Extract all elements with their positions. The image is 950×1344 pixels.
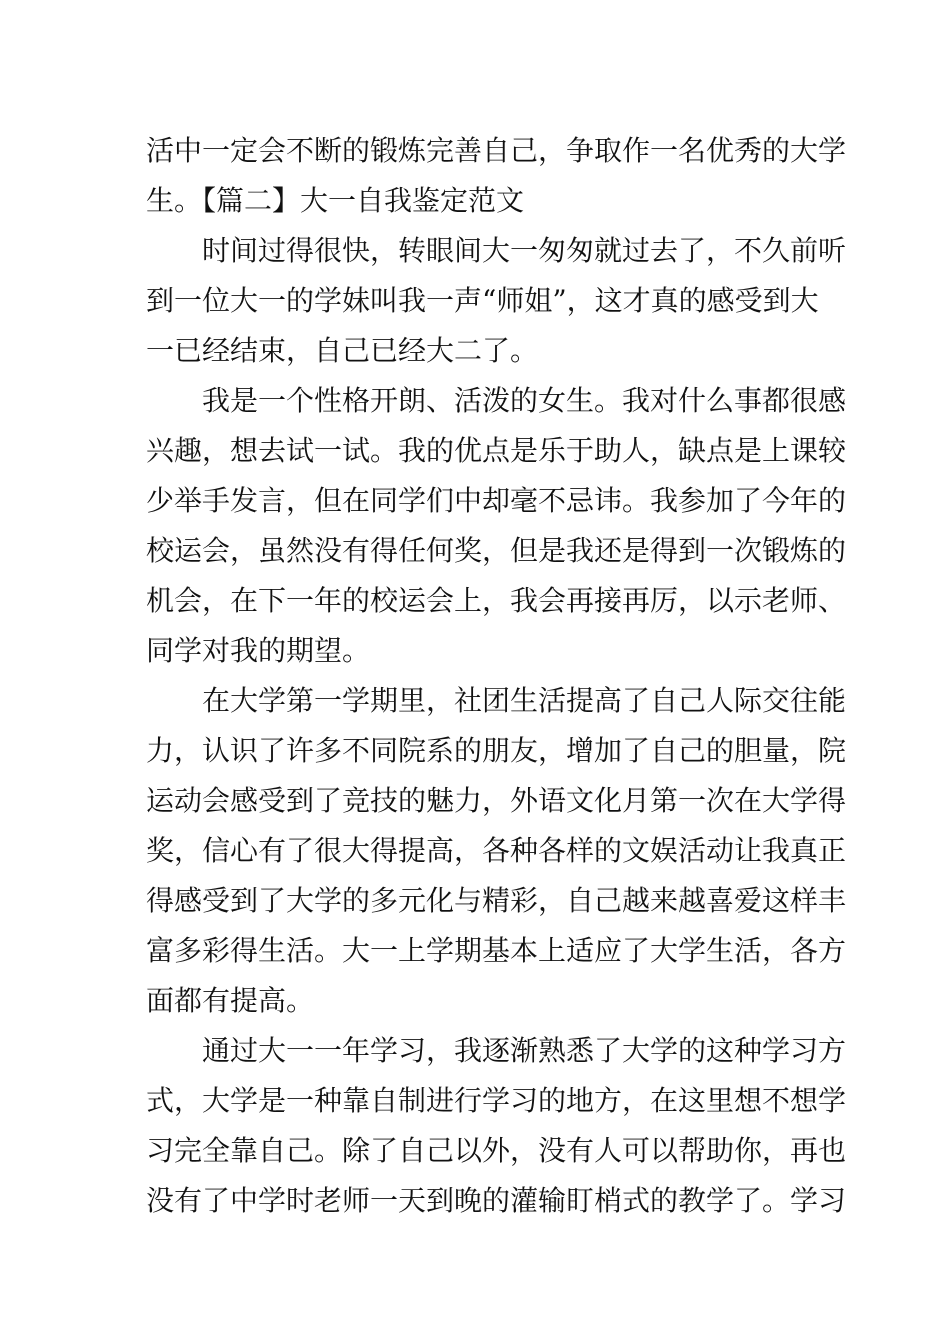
p3-line-2: 兴趣，想去试一试。我的优点是乐于助人，缺点是上课较 [146, 434, 847, 467]
p3-line-3: 少举手发言，但在同学们中却毫不忌讳。我参加了今年的 [146, 484, 847, 517]
p5-line-2: 式，大学是一种靠自制进行学习的地方，在这里想不想学 [146, 1084, 847, 1117]
p4-line-5: 得感受到了大学的多元化与精彩，自己越来越喜爱这样丰 [146, 884, 847, 917]
p3-line-4: 校运会，虽然没有得任何奖，但是我还是得到一次锻炼的 [146, 534, 847, 567]
p5-line-1: 通过大一一年学习，我逐渐熟悉了大学的这种学习方 [202, 1034, 847, 1067]
p4-line-4: 奖，信心有了很大得提高，各种各样的文娱活动让我真正 [146, 834, 847, 867]
p3-line-6: 同学对我的期望。 [146, 634, 371, 667]
p2-line-1: 时间过得很快，转眼间大一匆匆就过去了，不久前听 [202, 234, 847, 267]
p1-line-2: 生。【篇二】大一自我鉴定范文 [146, 184, 525, 217]
p2-line-3: 一已经结束，自己已经大二了。 [146, 334, 539, 367]
p5-line-4: 没有了中学时老师一天到晚的灌输盯梢式的教学了。学习 [146, 1184, 847, 1217]
p4-line-3: 运动会感受到了竞技的魅力，外语文化月第一次在大学得 [146, 784, 847, 817]
body-text [146, 126, 847, 1226]
p5-line-3: 习完全靠自己。除了自己以外，没有人可以帮助你，再也 [146, 1134, 847, 1167]
p4-line-1: 在大学第一学期里，社团生活提高了自己人际交往能 [202, 684, 847, 717]
p2-line-2: 到一位大一的学妹叫我一声“师姐”，这才真的感受到大 [146, 284, 819, 317]
p4-line-7: 面都有提高。 [146, 984, 315, 1017]
p3-line-5: 机会，在下一年的校运会上，我会再接再厉，以示老师、 [146, 584, 847, 617]
p3-line-1: 我是一个性格开朗、活泼的女生。我对什么事都很感 [202, 384, 847, 417]
p4-line-6: 富多彩得生活。大一上学期基本上适应了大学生活，各方 [146, 934, 847, 967]
p4-line-2: 力，认识了许多不同院系的朋友，增加了自己的胆量，院 [146, 734, 847, 767]
p1-line-1: 活中一定会不断的锻炼完善自己，争取作一名优秀的大学 [146, 134, 847, 167]
